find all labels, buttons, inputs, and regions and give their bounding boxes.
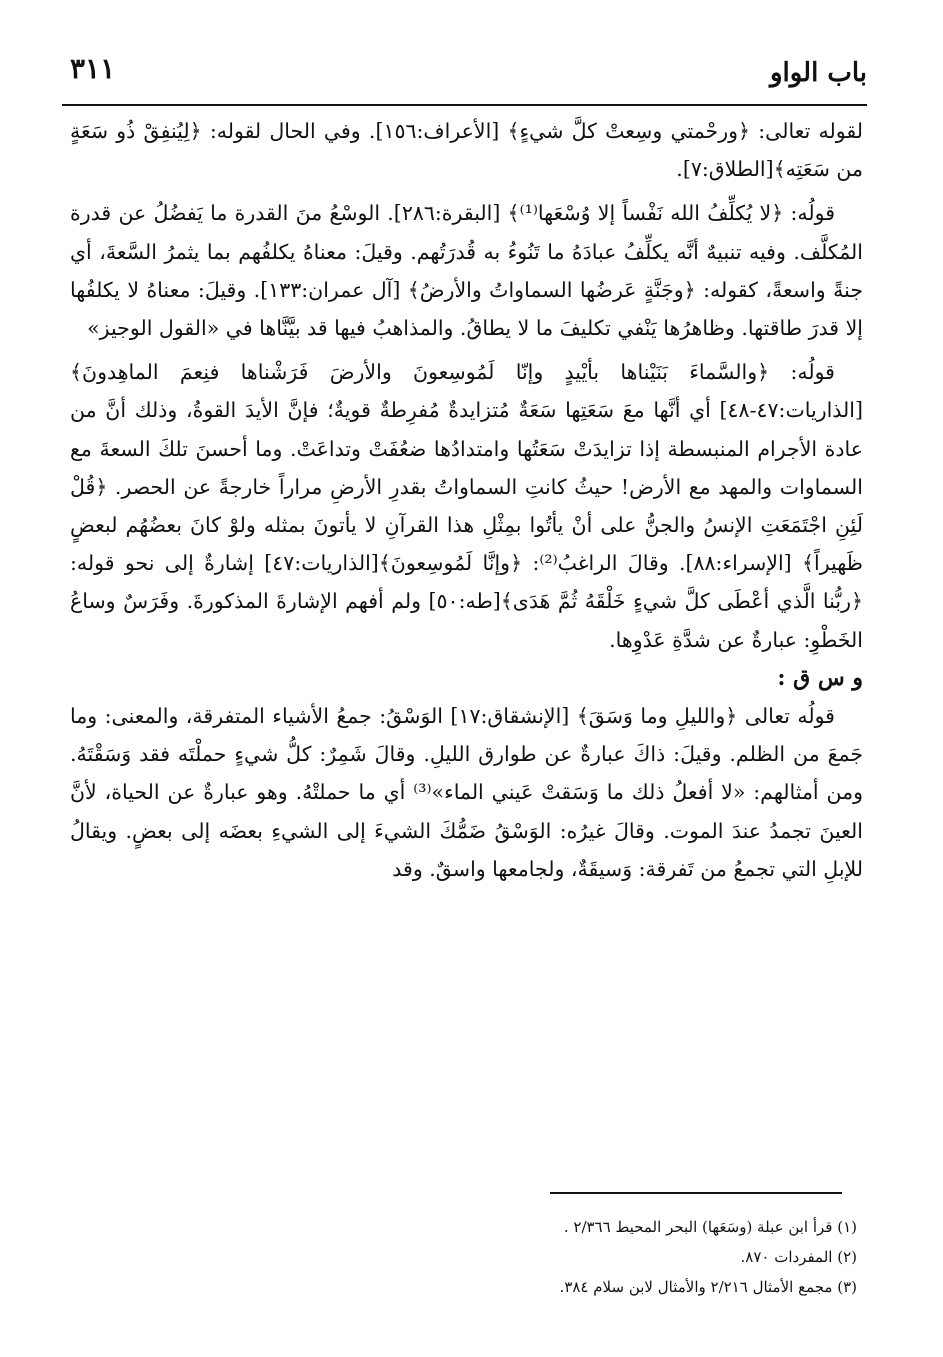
page-number: ٣١١: [70, 52, 116, 85]
footnote-divider: [550, 1192, 842, 1194]
section-paragraph: قولُه تعالى ﴿والليلِ وما وَسَقَ﴾ [الإنشقاق:١٧] الوَسْقُ: جمعُ الأشياء المتفرقة، والمعنى: وما جَمعَ من الظلم. وقيلَ: ذاكَ عبارةٌ عن طوارق الليلِ. وقالَ شَمِرٌ: كلُّ شيءٍ حملْتَه فقد وَسَقْتَهُ. ومن أمثالهم: «لا أفعلُ ذلك ما وَسَقتْ عَيني الماء»⁽³⁾ أي ما حملتْهُ. وهو عبارةٌ عن الحياة، لأنَّ العينَ تجمدُ عندَ الموت. وقالَ غيرُه: الوَسْقُ ضَمُّكَ الشيءَ إلى الشيءِ بعضَه إلى بعضٍ. ويقالُ للإبلِ التي تجمعُ من تَفرقة: وَسيقَةٌ، ولجامعها واسقٌ. وقد: [70, 704, 863, 881]
main-text: [70, 112, 863, 888]
header-divider: [62, 104, 867, 106]
chapter-title: باب الواو: [769, 58, 867, 88]
paragraph-1: لقوله تعالى: ﴿ورحْمتي وسِعتْ كلَّ شيءٍ﴾ [الأعراف:١٥٦]. وفي الحال لقوله: ﴿لِيُنفِقْ ذُو سَعَةٍ من سَعَتِه﴾[الطلاق:٧].: [70, 119, 864, 182]
paragraph-2: قولُه: ﴿لا يُكلِّفُ الله نَفْساً إلا وُسْعَها⁽¹⁾﴾ [البقرة:٢٨٦]. الوسْعُ منَ القدرة ما يَفضُلُ عن قدرة المُكلَّف. وفيه تنبيهٌ أنَّه يكلِّفُ عبادَهُ ما تَنُوءُ به قُدرَتُهم. وقيلَ: معناهُ يكلفُهم بما يثمرُ السَّعةَ، أي جنةً واسعةً، كقوله: ﴿وجَنَّةٍ عَرضُها السماواتُ والأرضُ﴾ [آل عمران:١٣٣]. وقيلَ: معناهُ لا يكلفُها إلا قدرَ طاقتها. وظاهرُها يَنْفي تكليفَ ما لا يطاقُ. والمذاهبُ فيها قد بيَّنَّاها في «القول الوجيز»: [70, 201, 863, 341]
footnote-2: (٢) المفردات ٨٧٠.: [740, 1248, 857, 1266]
footnotes: [70, 1212, 857, 1302]
footnote-3: (٣) مجمع الأمثال ٢/٢١٦ والأمثال لابن سلام ٣٨٤.: [559, 1278, 857, 1296]
section-heading: و س ق :: [777, 664, 863, 691]
footnote-1: (١) قرأ ابن عبلة (وسَعَها) البحر المحيط ٢/٣٦٦ .: [563, 1218, 857, 1236]
paragraph-3: قولُه: ﴿والسَّماءَ بَنَيْناها بأيْيدٍ وإنّا لَمُوسِعونَ والأرضَ فَرَشْناها فنِعمَ الماهِدونَ﴾ [الذاريات:٤٧-٤٨] أي أنَّها معَ سَعَتِها سَعَةٌ مُتزايدةٌ مُفرِطةٌ قويةٌ؛ فإنَّ الأيدَ القوةُ، وذلك أنَّ من عادة الأجرام المنبسطة إذا تزايدَتْ سَعَتُها وامتدادُها ضعُفَتْ وتداعَتْ. وما أحسنَ تلكَ السعةَ مع السماوات والمهد مع الأرض! حيثُ كانتِ السماواتُ بقدرِ الأرضِ مراراً خارجةً عن الحصر. ﴿قُلْ لَئِنِ اجْتَمَعَتِ الإنسُ والجنُّ على أنْ يأتُوا بمِثْلِ هذا القرآنِ لا يأتونَ بمثله ولوْ كانَ بعضُهُم لبعضٍ ظَهيراً﴾ [الإسراء:٨٨]. وقالَ الراغبُ⁽²⁾: ﴿وإنَّا لَمُوسِعونَ﴾[الذاريات:٤٧] إشارةٌ إلى نحو قوله: ﴿ربُّنا الَّذي أعْطَى كلَّ شيءٍ خَلْقَهُ ثُمَّ هَدَى﴾[طه:٥٠] ولم أفهم الإشارةَ المذكورةَ. وفَرَسٌ وساعُ الخَطْوِ: عبارةٌ عن شدَّةِ عَدْوِها.: [70, 360, 863, 652]
